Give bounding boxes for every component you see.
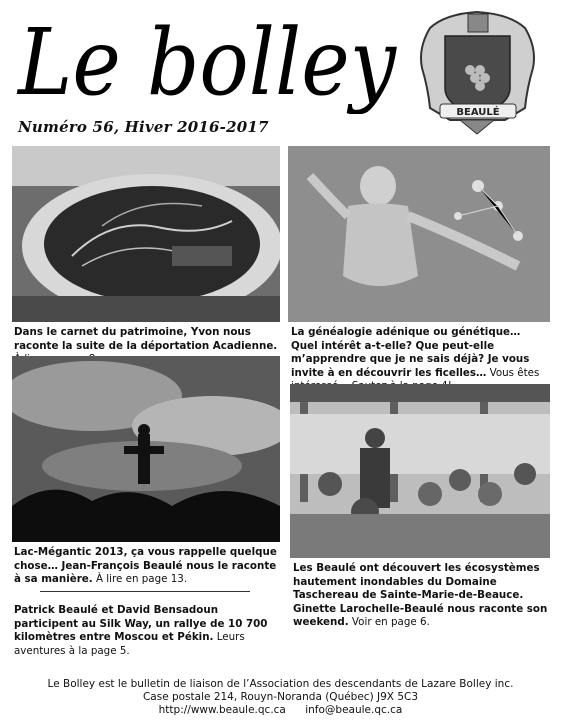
website-link[interactable]: http://www.beaule.qc.ca xyxy=(158,704,286,716)
caption-page-ref: Voir en page 6. xyxy=(348,616,430,629)
caption-lead: La généalogie adénique ou génétique… Quel intérêt a-t-elle? Que peut-elle m’apprendre que je ne sais déjà? Je vous invite à en découvrir les ficelles… xyxy=(291,326,530,379)
email-link[interactable]: info@beaule.qc.ca xyxy=(305,704,403,716)
article-caption-taschereau xyxy=(293,562,549,630)
crest-banner-text: BEAULÉ xyxy=(456,107,500,118)
footer-description: Le Bolley est le bulletin de liaison de l’Association des descendants de Lazare Bolley inc. xyxy=(47,678,514,690)
caption-lead: Lac-Mégantic 2013, ça vous rappelle quelque chose… Jean-François Beaulé nous le raconte à sa manière. xyxy=(14,546,277,586)
caption-page-ref: À lire en page 13. xyxy=(92,573,188,586)
footer xyxy=(0,678,561,717)
map-monument-photo-icon xyxy=(12,146,280,322)
caption-lead: Patrick Beaulé et David Bensadoun participent au Silk Way, un rallye de 10 700 kilomètres entre Moscou et Pékin. xyxy=(14,604,268,644)
caption-page-ref: Vous êtes xyxy=(489,366,540,379)
footer-address: Case postale 214, Rouyn-Noranda (Québec) J9X 5C3 xyxy=(142,691,419,703)
caption-lead: Dans le carnet du patrimoine, Yvon nous raconte la suite de la déportation Acadienne. xyxy=(14,326,278,352)
newsletter-title xyxy=(14,6,404,114)
article-caption-silkway xyxy=(14,604,278,658)
article-photo-megantic xyxy=(12,356,280,542)
family-crest-logo xyxy=(410,8,545,138)
caption-divider xyxy=(40,591,250,592)
statue-silhouette-photo-icon xyxy=(12,356,280,542)
caption-lead: Les Beaulé ont découvert les écosystèmes hautement inondables du Domaine Taschereau de Sainte-Marie-de-Beauce. Ginette Larochelle-Beaulé nous raconte son weekend. xyxy=(293,562,548,629)
article-caption-megantic xyxy=(14,546,278,587)
article-photo-taschereau xyxy=(290,384,550,558)
article-photo-genealogie xyxy=(288,146,550,322)
newsletter-title-text: Le bolley xyxy=(16,9,397,114)
issue-number: Numéro 56, Hiver 2016-2017 xyxy=(18,118,269,136)
human-neuron-illustration-icon xyxy=(288,146,550,322)
group-gazebo-photo-icon xyxy=(290,384,550,558)
article-photo-patrimoine xyxy=(12,146,280,322)
caption-page-ref: Leurs aventures à la page 5. xyxy=(14,631,245,657)
